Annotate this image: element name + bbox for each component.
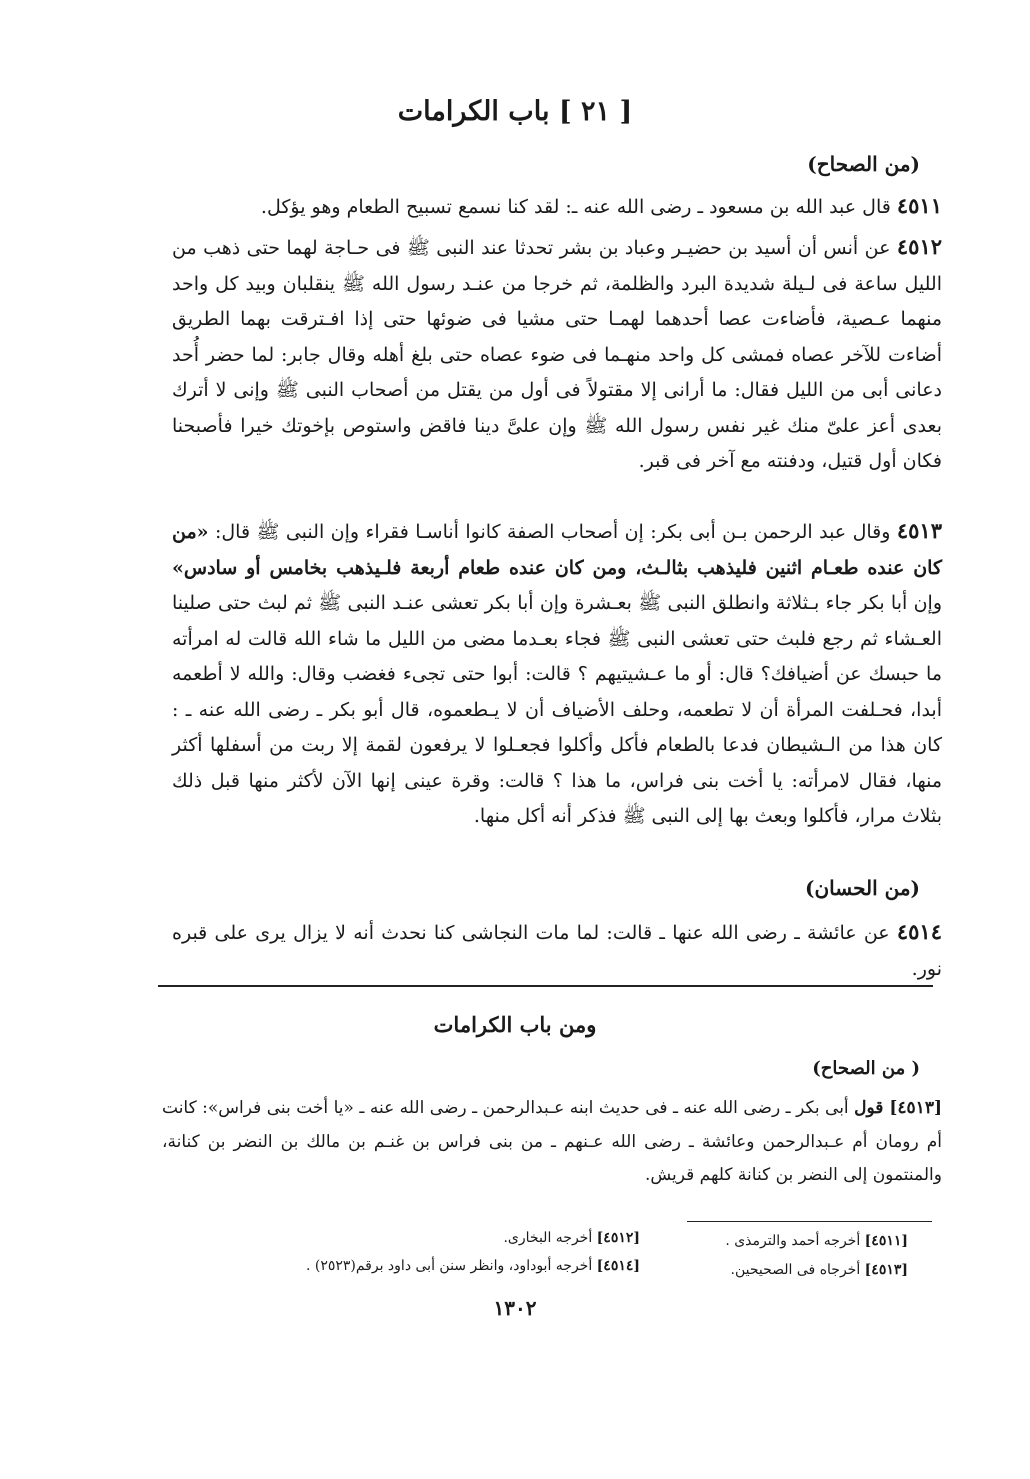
hadith-text: عن عائشة ـ رضى الله عنها ـ قالت: لما مات النجاشى كنا نحدث أنه لا يزال يرى على قبره نور. (172, 922, 942, 980)
hadith-text: قال عبد الله بن مسعود ـ رضى الله عنه ـ: لقد كنا نسمع تسبيح الطعام وهو يؤكل. (260, 196, 891, 218)
footnote-text: أخرجه البخارى. (503, 1230, 593, 1246)
commentary-paragraph (162, 1092, 942, 1193)
section-label-hisan: (من الحسان) (804, 876, 920, 900)
hadith-quote: «من كان عنده طعـام اثنين فليذهب بثالـث، ومن كان عنده طعام أربعة فلـيذهب بخامس أو سادس» (172, 521, 942, 579)
hadith-number: ٤٥١٢ (896, 234, 943, 259)
commentary-heading: ومن باب الكرامات (433, 1012, 597, 1037)
footnote-text: أخرجه أحمد والترمذى . (725, 1233, 861, 1249)
hadith-number: ٤٥١١ (896, 193, 942, 218)
hadith-number: ٤٥١٣ (896, 518, 942, 543)
footnote-text: أخرجاه فى الصحيحين. (730, 1262, 861, 1278)
hadith-text: عن أنس أن أسيد بن حضيـر وعباد بن بشر تحدثا عند النبى ﷺ فى حـاجة لهما حتى ذهب من الليل ساعة فى لـيلة شديدة البرد والظلمة، ثم خرجا من عنـد رسول الله ﷺ ينقلبان وبيد كل واحد منهما عـصية، فأضاءت عصا أحدهما لهمـا حتى مشيا فى ضوئها حتى إذا افـترقت بهما الطريق أضاءت للآخر عصاه فمشى كل واحد منهـما فى ضوء عصاه حتى بلغ أهله وقال جابر: لما حضر أُحد دعانى أبى من الليل فقال: ما أرانى إلا مقتولاً فى أول من يقتل من أصحاب النبى ﷺ وإنى لا أترك بعدى أعز علىّ منك غير نفس رسول الله ﷺ وإن علىَّ دينا فاقض واستوص بإخوتك خيرا فأصبحنا فكان أول قتيل، ودفنته مع آخر فى قبر. (172, 237, 942, 472)
hadith-text: وإن أبا بكر جاء بـثلاثة وانطلق النبى ﷺ بعـشرة وإن أبا بكر تعشى عنـد النبى ﷺ ثم لبث حتى صلينا العـشاء ثم رجع فلبث حتى تعشى النبى ﷺ فجاء بعـدما مضى من الليل ما شاء الله قالت له امرأته ما حبسك عن أضيافك؟ قال: أو ما عـشيتيهم ؟ قالت: أبوا حتى تجىء فغضب وقال: والله لا أطعمه أبدا، فحـلفت المرأة أن لا تطعمه، وحلف الأضياف أن لا يـطعموه، قال أبو بكر ـ رضى الله عنه ـ : كان هذا من الـشيطان فدعا بالطعام فأكل وأكلوا فجعـلوا لا يرفعون لقمة إلا ربت من أسفلها أكثر منها، فقال لامرأته: يا أخت بنى فراس، ما هذا ؟ قالت: وقرة عينى إنها الآن لأكثر منها قبل ذلك بثلاث مرار، فأكلوا وبعث بها إلى النبى ﷺ فذكر أنه أكل منها. (172, 592, 942, 827)
commentary-ref: [٤٥١٣] قول (854, 1098, 942, 1118)
footnote (731, 1262, 909, 1278)
footnote (725, 1233, 908, 1249)
hadith-4512 (172, 229, 942, 480)
commentary-section-label: ( من الصحاح) (812, 1058, 920, 1079)
page-number: ١٣٠٢ (493, 1296, 537, 1320)
footnote-rule (687, 1221, 932, 1222)
footnote-ref: [٤٥١٤] (596, 1258, 640, 1274)
section-divider (158, 985, 933, 987)
footnote-ref: [٤٥١١] (864, 1233, 908, 1249)
footnote-ref: [٤٥١٢] (596, 1230, 640, 1246)
section-label-sahih: (من الصحاح) (807, 152, 920, 176)
hadith-4511 (172, 188, 942, 226)
chapter-title: [ ٢١ ] باب الكرامات (397, 96, 633, 127)
hadith-intro: وقال عبد الرحمن بـن أبى بكر: إن أصحاب الصفة كانوا أناسـا فقراء وإن النبى ﷺ قال: (214, 521, 891, 543)
footnote (306, 1258, 640, 1274)
commentary-text: أبى بكر ـ رضى الله عنه ـ فى حديث ابنه عـبدالرحمن ـ رضى الله عنه ـ «يا أخت بنى فراس»: كانت أم رومان أم عـبدالرحمن وعائشة ـ رضى الله عـنهم ـ من بنى فراس بن غنـم بن مالك بن النضر بن كنانة، والمنتمون إلى النضر بن كنانة كلهم قريش. (162, 1098, 942, 1185)
footnote-text: أخرجه أبوداود، وانظر سنن أبى داود برقم(٢٥٢٣) . (305, 1258, 593, 1274)
footnote-ref: [٤٥١٣] (864, 1262, 908, 1278)
hadith-4514 (172, 914, 942, 987)
hadith-4513 (172, 513, 942, 835)
footnote (503, 1230, 640, 1246)
hadith-number: ٤٥١٤ (896, 919, 942, 944)
